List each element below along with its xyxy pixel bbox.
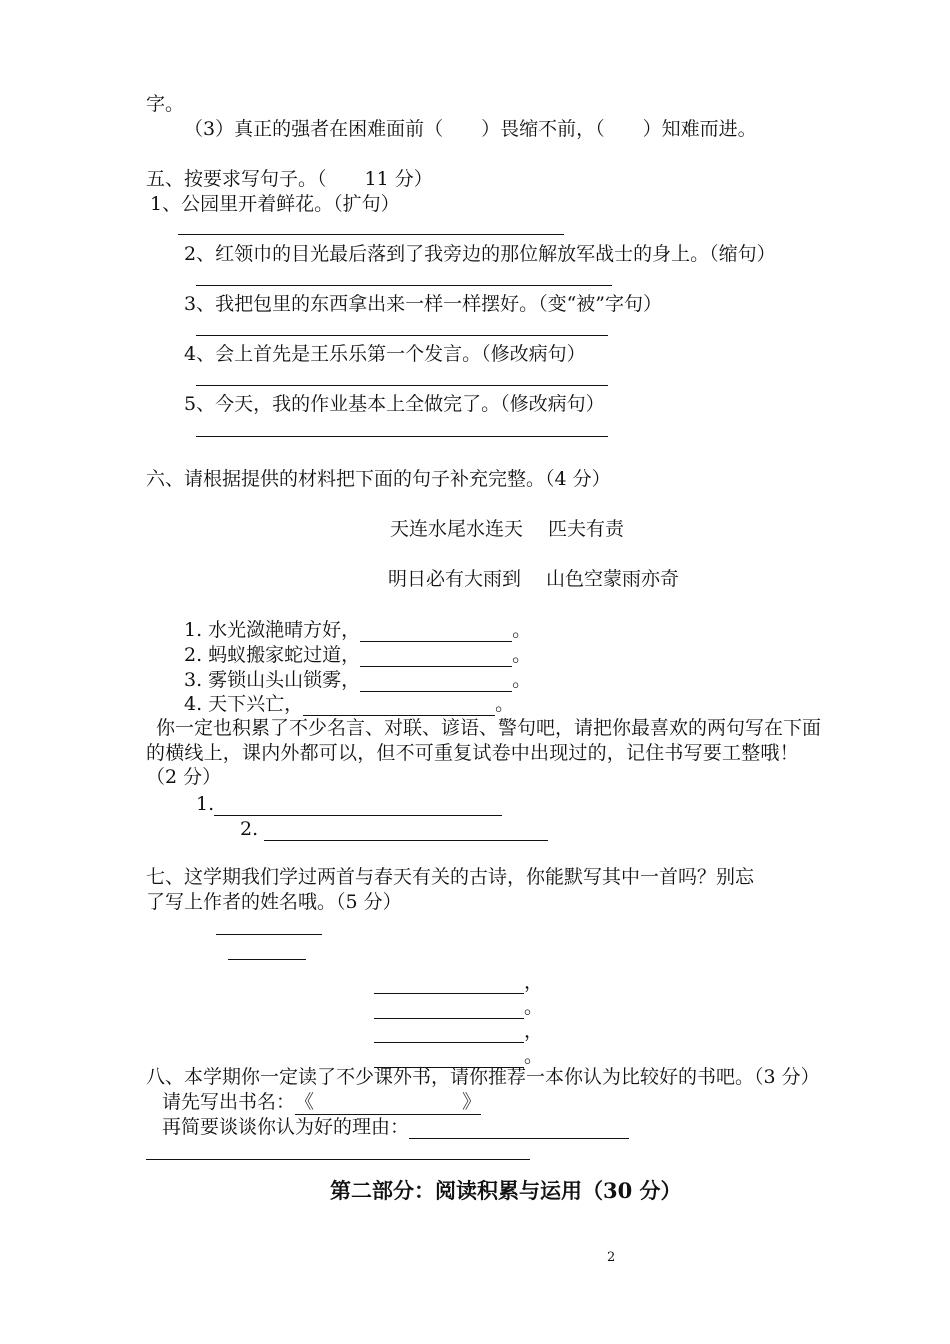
saying-label-1: 1. bbox=[196, 793, 215, 815]
extra-instruction-line1: 你一定也积累了不少名言、对联、谚语、警句吧，请把你最喜欢的两句写在下面 bbox=[156, 717, 822, 739]
poem-line-blank-3[interactable] bbox=[374, 1024, 524, 1043]
reason-blank-2[interactable] bbox=[146, 1159, 530, 1160]
page-number: 2 bbox=[607, 1250, 616, 1265]
saying-blank-2[interactable] bbox=[264, 822, 548, 841]
poem-author-blank[interactable] bbox=[228, 959, 306, 960]
fill-end-2: 。 bbox=[512, 644, 532, 666]
section6-title: 六、请根据提供的材料把下面的句子补充完整。（4 分） bbox=[146, 468, 611, 490]
poem-punct-1: ， bbox=[524, 971, 544, 993]
material-row-2: 明日必有大雨到 山色空蒙雨亦奇 bbox=[388, 568, 680, 590]
fill-blank-2[interactable] bbox=[360, 648, 512, 667]
book-name-field[interactable] bbox=[295, 1090, 481, 1115]
material-row-1: 天连水尾水连天 匹夫有责 bbox=[390, 518, 625, 540]
section4-tail: 字。 bbox=[146, 93, 185, 115]
fill-blank-4[interactable] bbox=[303, 697, 495, 716]
poem-title-blank[interactable] bbox=[216, 934, 322, 935]
poem-punct-2: 。 bbox=[524, 996, 544, 1018]
fill-question-4: 4. 天下兴亡， bbox=[184, 693, 304, 715]
s5-answer-line-1[interactable] bbox=[178, 234, 564, 235]
s5-answer-line-5[interactable] bbox=[196, 436, 608, 437]
fill-question-1: 1. 水光潋滟晴方好， bbox=[184, 619, 361, 641]
section7-line2: 了写上作者的姓名哦。（5 分） bbox=[146, 891, 402, 913]
book-open-mark: 《 bbox=[295, 1091, 315, 1113]
fill-end-1: 。 bbox=[512, 619, 532, 641]
poem-punct-4: 。 bbox=[524, 1045, 544, 1067]
reason-prompt: 再简要谈谈你认为好的理由： bbox=[162, 1116, 410, 1138]
s5-question-5: 5、今天，我的作业基本上全做完了。（修改病句） bbox=[184, 393, 605, 415]
s5-answer-line-3[interactable] bbox=[196, 335, 608, 336]
fill-end-3: 。 bbox=[512, 669, 532, 691]
book-name-prompt: 请先写出书名： bbox=[162, 1091, 296, 1113]
fill-blank-3[interactable] bbox=[360, 673, 512, 692]
section5-title: 五、按要求写句子。（ 11 分） bbox=[146, 168, 433, 190]
part2-heading: 第二部分：阅读积累与运用（30 分） bbox=[330, 1178, 682, 1203]
extra-score: （2 分） bbox=[146, 766, 222, 788]
saying-blank-1[interactable] bbox=[214, 797, 502, 816]
poem-punct-3: ， bbox=[524, 1020, 544, 1042]
fill-question-2: 2. 蚂蚁搬家蛇过道， bbox=[184, 644, 361, 666]
section8-title: 八、本学期你一定读了不少课外书，请你推荐一本你认为比较好的书吧。（3 分） bbox=[146, 1066, 820, 1088]
book-close-mark: 》 bbox=[462, 1091, 482, 1113]
s5-question-1: 1、公园里开着鲜花。（扩句） bbox=[150, 193, 400, 215]
section7-line1: 七、这学期我们学过两首与春天有关的古诗，你能默写其中一首吗？别忘 bbox=[146, 866, 755, 888]
s5-question-2: 2、红领巾的目光最后落到了我旁边的那位解放军战士的身上。（缩句） bbox=[184, 243, 776, 265]
s5-question-4: 4、会上首先是王乐乐第一个发言。（修改病句） bbox=[184, 343, 586, 365]
poem-line-blank-1[interactable] bbox=[374, 975, 524, 994]
fill-blank-1[interactable] bbox=[360, 623, 512, 642]
extra-instruction-line2: 的横线上，课内外都可以，但不可重复试卷中出现过的，记住书写要工整哦！ bbox=[146, 742, 799, 764]
s5-question-3: 3、我把包里的东西拿出来一样一样摆好。（变“被”字句） bbox=[184, 293, 663, 315]
s5-answer-line-2[interactable] bbox=[196, 285, 612, 286]
fill-end-4: 。 bbox=[495, 693, 515, 715]
saying-label-2: 2. bbox=[240, 818, 259, 840]
poem-line-blank-2[interactable] bbox=[374, 1000, 524, 1019]
section4-item3: （3）真正的强者在困难面前（ ）畏缩不前，（ ）知难而进。 bbox=[184, 118, 757, 140]
reason-blank-1[interactable] bbox=[409, 1120, 629, 1139]
fill-question-3: 3. 雾锁山头山锁雾， bbox=[184, 669, 361, 691]
s5-answer-line-4[interactable] bbox=[196, 385, 608, 386]
